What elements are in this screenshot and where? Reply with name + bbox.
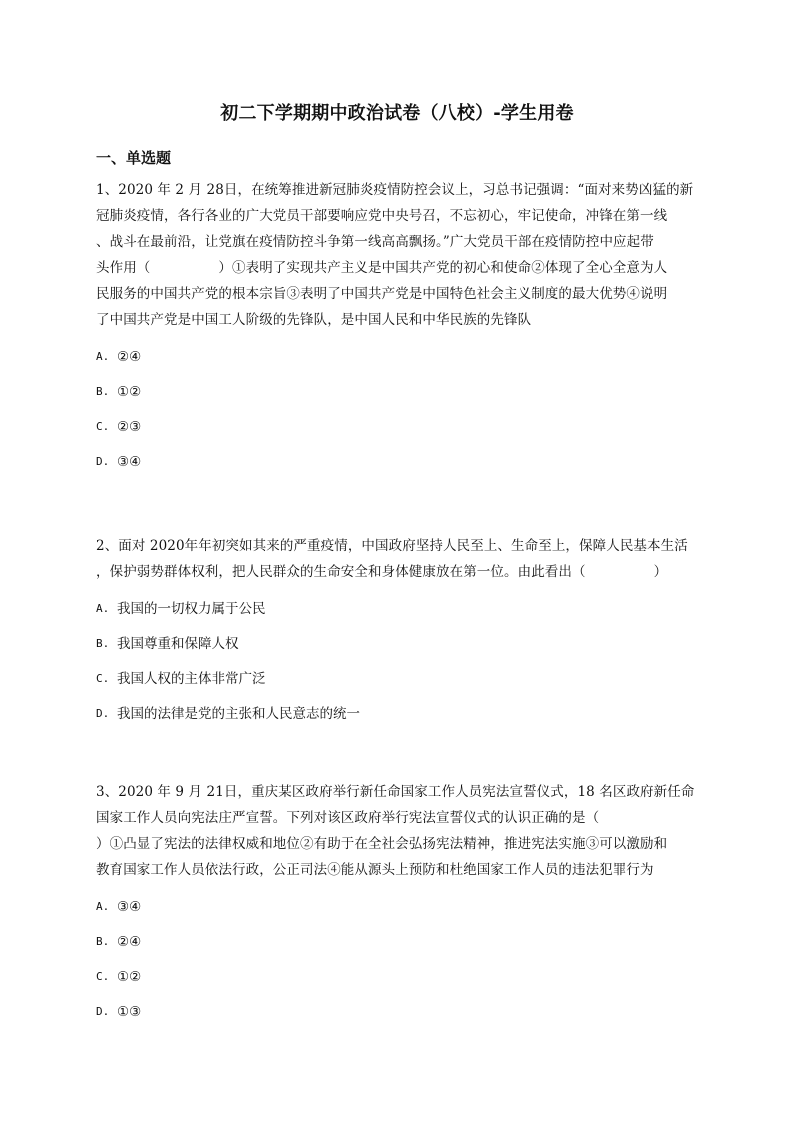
stem-line: 教育国家工作人员依法行政，公正司法④能从源头上预防和杜绝国家工作人员的违法犯罪行为 [96, 862, 654, 878]
option-d[interactable] [96, 444, 700, 479]
question-stem [96, 779, 700, 883]
section-heading: 一、单选题 [96, 149, 172, 167]
option-letter: A. [96, 349, 110, 363]
option-text: ②③ [117, 418, 142, 435]
option-c[interactable] [96, 409, 700, 444]
question-1 [96, 177, 700, 479]
option-text: 我国的一切权力属于公民 [117, 600, 266, 617]
option-a[interactable] [96, 591, 700, 626]
document-title: 初二下学期期中政治试卷（八校）-学生用卷 [220, 103, 574, 124]
question-2 [96, 533, 700, 731]
option-letter: C. [96, 969, 110, 983]
option-letter: D. [96, 706, 110, 720]
option-letter: B. [96, 934, 110, 948]
option-letter: B. [96, 384, 110, 398]
option-text: ①③ [117, 1003, 142, 1020]
option-b[interactable] [96, 924, 700, 959]
option-text: ②④ [117, 348, 142, 365]
option-c[interactable] [96, 661, 700, 696]
stem-line: 头作用（ ）①表明了实现共产主义是中国共产党的初心和使命②体现了全心全意为人 [96, 260, 668, 276]
option-text: ③④ [117, 898, 142, 915]
option-letter: C. [96, 419, 110, 433]
stem-line: ）①凸显了宪法的法律权威和地位②有助于在全社会弘扬宪法精神，推进宪法实施③可以激励和 [96, 836, 668, 852]
option-letter: A. [96, 899, 110, 913]
stem-line: 冠肺炎疫情，各行各业的广大党员干部要响应党中央号召，不忘初心，牢记使命，冲锋在第一线 [96, 208, 668, 224]
option-text: 我国尊重和保障人权 [117, 635, 239, 652]
option-text: ①② [117, 383, 142, 400]
stem-line: 、战斗在最前沿，让党旗在疫情防控斗争第一线高高飘扬。”广大党员干部在疫情防控中应起带 [96, 234, 654, 250]
option-b[interactable] [96, 626, 700, 661]
stem-line: 民服务的中国共产党的根本宗旨③表明了中国共产党是中国特色社会主义制度的最大优势④说明 [96, 286, 668, 302]
option-list [96, 591, 700, 731]
stem-line: 了中国共产党是中国工人阶级的先锋队，是中国人民和中华民族的先锋队 [96, 312, 532, 328]
option-letter: D. [96, 454, 110, 468]
option-text: ②④ [117, 933, 142, 950]
option-letter: B. [96, 636, 110, 650]
option-a[interactable] [96, 889, 700, 924]
option-a[interactable] [96, 339, 700, 374]
option-d[interactable] [96, 994, 700, 1029]
question-3 [96, 779, 700, 1029]
option-letter: D. [96, 1004, 110, 1018]
option-text: 我国人权的主体非常广泛 [117, 670, 266, 687]
stem-line: 2、面对 2020年年初突如其来的严重疫情，中国政府坚持人民至上、生命至上，保障人民基本生活 [96, 538, 688, 554]
option-d[interactable] [96, 696, 700, 731]
option-text: 我国的法律是党的主张和人民意志的统一 [117, 705, 360, 722]
question-stem [96, 533, 700, 585]
option-text: ③④ [117, 453, 142, 470]
option-list [96, 889, 700, 1029]
option-list [96, 339, 700, 479]
option-c[interactable] [96, 959, 700, 994]
stem-line: 1、2020 年 2 月 28日，在统筹推进新冠肺炎疫情防控会议上，习总书记强调：“面对来势凶猛的新 [96, 182, 694, 198]
stem-line: ，保护弱势群体权利，把人民群众的生命安全和身体健康放在第一位。由此看出（ ） [96, 564, 668, 580]
option-letter: A. [96, 601, 110, 615]
option-b[interactable] [96, 374, 700, 409]
option-letter: C. [96, 671, 110, 685]
question-stem [96, 177, 700, 333]
option-text: ①② [117, 968, 142, 985]
stem-line: 国家工作人员向宪法庄严宣誓。下列对该区政府举行宪法宣誓仪式的认识正确的是（ [96, 810, 600, 826]
stem-line: 3、2020 年 9 月 21日，重庆某区政府举行新任命国家工作人员宪法宣誓仪式，18 名区政府新任命 [96, 784, 695, 800]
